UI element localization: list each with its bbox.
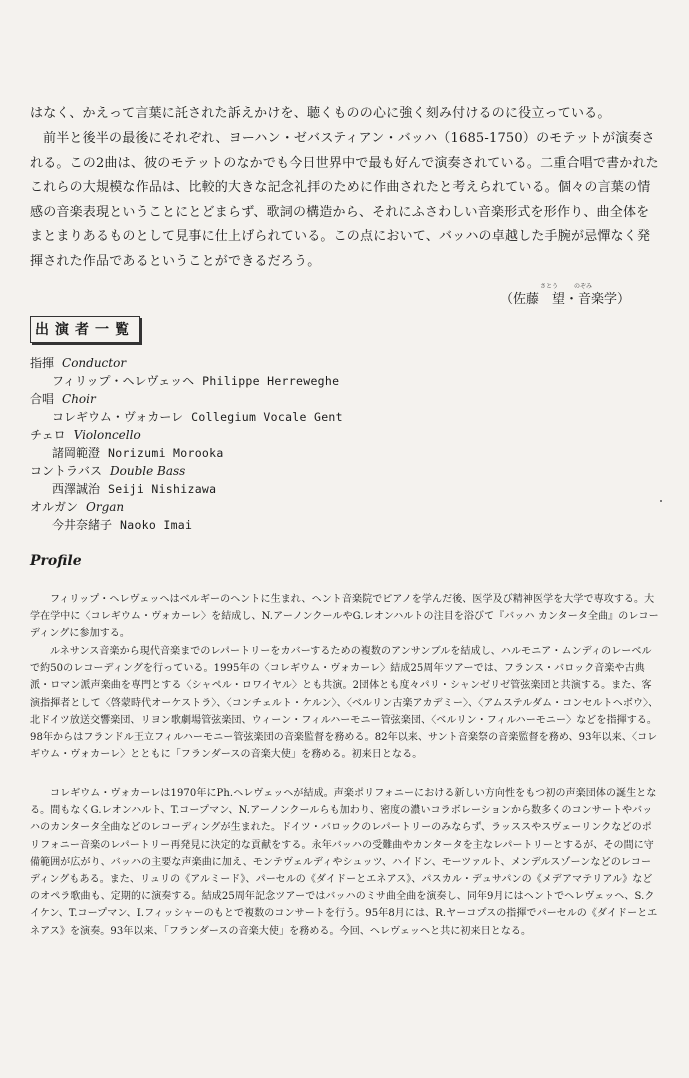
- role-label: 合唱: [30, 392, 55, 406]
- intro-paragraph-2: 前半と後半の最後にそれぞれ、ヨーハン・ゼバスティアン・バッハ（1685-1750）のモテットが演奏される。この2曲は、彼のモテットのなかでも今日世界中で最も好んで演奏されている。二重合唱で書かれたこれらの大規模な作品は、比較的大きな記念礼拝のために作曲されたと考えられている。個々の言葉の情感の音楽表現ということにとどまらず、歌詞の構造から、それにふさわしい音楽形式を形作り、曲全体をまとまりあるものとして見事に仕上げられている。この点において、バッハの卓越した手腕が忌憚なく発揮された作品であるということができるだろう。: [30, 131, 659, 269]
- collegium-bio-paragraph: コレギウム・ヴォカーレは1970年にPh.ヘレヴェッヘが結成。声楽ポリフォニーにおける新しい方向性をもつ初の声楽団体の誕生となる。間もなくG.レオンハルト、T.コープマン、N.アーノンクールらも加わり、密度の濃いコラボレーションから数多くのコンサートやバッハのカンタータ全曲などのレコーディングが生まれた。ドイツ・バロックのレパートリーのみならず、ラッススやスヴェーリンクなどのポリフォニー音楽のレパートリー再発見に決定的な貢献をする。永年バッハの受難曲やカンタータを主なレパートリーとするが、その間に守備範囲が広がり、バッハの主要な声楽曲に加え、モンテヴェルディやシュッツ、ハイドン、モーツァルト、メンデルスゾーンなどのレコーディングもある。また、リュリの《アルミード》、パーセルの《ダイドーとエネアス》、パスカル・デュサパンの《メデアマテリアル》などのオペラ歌曲も、定期的に演奏する。結成25周年記念ツアーではバッハのミサ曲全曲を演奏し、同年9月にはヘントでヘレヴェッヘ、S.クイケン、T.コープマン、I.フィッシャーのもとで複数のコンサートを行う。95年8月には、R.ヤーコプスの指揮でパーセルの《ダイドーとエネアス》を演奏。93年以来、「フランダースの音楽大使」を務める。今回、ヘレヴェッヘと共に初来日となる。: [30, 788, 658, 937]
- role-label-en: Choir: [62, 392, 96, 406]
- performer-name-en: Philippe Herreweghe: [202, 374, 340, 388]
- performer-name: コレギウム・ヴォカーレ: [52, 410, 184, 424]
- role-label-en: Organ: [86, 500, 125, 514]
- role-label-en: Conductor: [62, 356, 127, 370]
- intro-paragraph-1: はなく、かえって言葉に託された訴えかけを、聴くものの心に強く刻み付けるのに役立っている。: [30, 106, 611, 121]
- performer-entry: [30, 426, 650, 462]
- performer-entry: [30, 354, 650, 390]
- author-text: （佐藤 望・音楽学）: [499, 292, 630, 307]
- herreweghe-bio-paragraph-2: ルネサンス音楽から現代音楽までのレパートリーをカバーするための複数のアンサンブルを結成し、ハルモニア・ムンディのレーベルで約50のレコーディングを行っている。1995年の〈コレギウム・ヴォカーレ〉結成25周年ツアーでは、フランス・バロック音楽や古典派・ロマン派声楽曲を専門とする〈シャペル・ロワイヤル〉とも共演。2団体とも度々パリ・シャンゼリゼ管弦楽団と共演する。また、客演指揮者として〈啓蒙時代オーケストラ〉、〈コンチェルト・ケルン〉、〈ベルリン古楽アカデミー〉、〈アムステルダム・コンセルトヘボウ〉、北ドイツ放送交響楽団、リヨン歌劇場管弦楽団、ウィーン・フィルハーモニー管弦楽団、〈ベルリン・フィルハーモニー〉などを指揮する。98年からはフランドル王立フィルハーモニー管弦楽団の音楽監督を務める。82年以来、サント音楽祭の音楽監督を務め、93年以来、〈コレギウム・ヴォカーレ〉とともに「フランダースの音楽大使」を務める。初来日となる。: [30, 646, 659, 761]
- performer-name: 諸岡範澄: [52, 446, 101, 460]
- performer-name-en: Naoko Imai: [120, 518, 193, 532]
- role-label: オルガン: [30, 500, 79, 514]
- author-ruby-sato: さとう: [540, 283, 559, 290]
- role-label: チェロ: [30, 428, 66, 442]
- author-credit: [470, 283, 630, 307]
- role-label: 指揮: [30, 356, 55, 370]
- performers-heading: 出演者一覧: [30, 316, 140, 343]
- performer-entry: [30, 462, 650, 498]
- performer-name: 今井奈緒子: [52, 518, 113, 532]
- author-ruby-nozomi: のぞみ: [574, 283, 593, 290]
- performer-name: 西澤誠治: [52, 482, 101, 496]
- performer-entry: [30, 498, 650, 534]
- herreweghe-bio-paragraph-1: フィリップ・ヘレヴェッヘはベルギーのヘントに生まれ、ヘント音楽院でピアノを学んだ後、医学及び精神医学を大学で専攻する。大学在学中に〈コレギウム・ヴォカーレ〉を結成し、N.アーノンクールやG.レオンハルトの注目を浴びて『バッハ カンタータ全曲』のレコーディングに参加する。: [30, 594, 659, 640]
- role-label-en: Violoncello: [73, 428, 141, 442]
- profile-heading: Profile: [30, 553, 82, 569]
- performer-name-en: Collegium Vocale Gent: [191, 410, 343, 424]
- performer-entry: [30, 390, 650, 426]
- performer-name: フィリップ・ヘレヴェッヘ: [52, 374, 195, 388]
- role-label: コントラバス: [30, 464, 103, 478]
- role-label-en: Double Bass: [110, 464, 186, 478]
- scan-speck: [660, 500, 662, 502]
- performer-name-en: Seiji Nishizawa: [108, 482, 217, 496]
- performers-list: [30, 354, 650, 534]
- performer-name-en: Norizumi Morooka: [108, 446, 224, 460]
